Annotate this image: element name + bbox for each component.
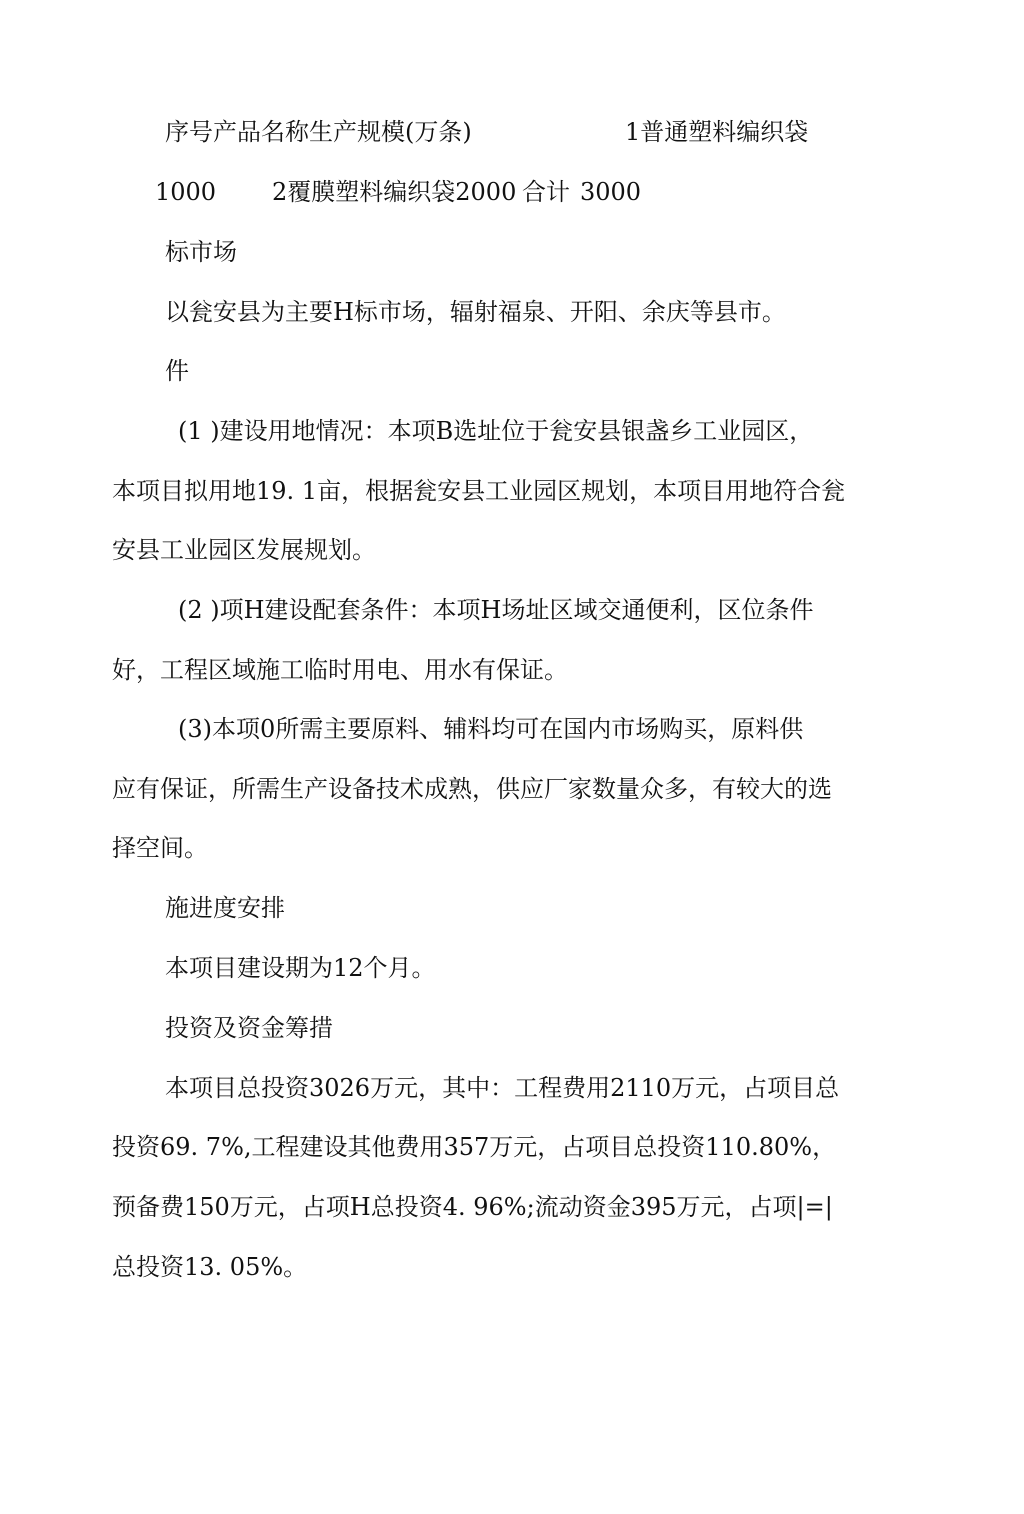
condition-3-line-1: (3)本项0所需主要原料、辅料均可在国内市场购买，原料供 [178, 715, 804, 743]
product-table-rows-line [155, 176, 655, 208]
product-total-label: 合计 [522, 178, 570, 206]
product-row1-label: 1普通塑料编织袋 [625, 118, 809, 146]
condition-1-line-1: (1 )建设用地情况：本项B选址位于瓮安县银盏乡工业园区， [178, 417, 814, 445]
investment-line-3: 预备费150万元，占项H总投资4. 96%;流动资金395万元，占项|=| [112, 1193, 833, 1221]
product-table-header-line [165, 116, 845, 148]
investment-line-4: 总投资13. 05%。 [112, 1253, 308, 1281]
conditions-heading: 件 [165, 357, 189, 385]
market-heading: 标市场 [165, 238, 237, 266]
condition-1-line-3: 安县工业园区发展规划。 [112, 536, 376, 564]
product-table-header: 序号产品名称生产规模(万条) [165, 118, 472, 146]
condition-1-line-2: 本项目拟用地19. 1亩，根据瓮安县工业园区规划，本项目用地符合瓮 [112, 477, 846, 505]
investment-heading: 投资及资金筹措 [165, 1014, 333, 1042]
product-row2: 2覆膜塑料编织袋2000 [272, 178, 517, 206]
market-text: 以瓮安县为主要H标市场，辐射福泉、开阳、余庆等县市。 [165, 298, 786, 326]
schedule-heading: 施进度安排 [165, 894, 285, 922]
condition-2-line-1: (2 )项H建设配套条件：本项H场址区域交通便利，区位条件 [178, 596, 814, 624]
investment-line-2: 投资69. 7%,工程建设其他费用357万元，占项目总投资110.80%， [112, 1133, 837, 1161]
condition-3-line-3: 择空间。 [112, 834, 208, 862]
product-row1-value: 1000 [155, 178, 217, 206]
schedule-text: 本项目建设期为12个月。 [165, 954, 436, 982]
condition-2-line-2: 好，工程区域施工临时用电、用水有保证。 [112, 656, 568, 684]
investment-line-1: 本项目总投资3026万元，其中：工程费用2110万元，占项目总 [165, 1074, 840, 1102]
product-total-value: 3000 [580, 178, 642, 206]
condition-3-line-2: 应有保证，所需生产设备技术成熟，供应厂家数量众多，有较大的选 [112, 775, 832, 803]
